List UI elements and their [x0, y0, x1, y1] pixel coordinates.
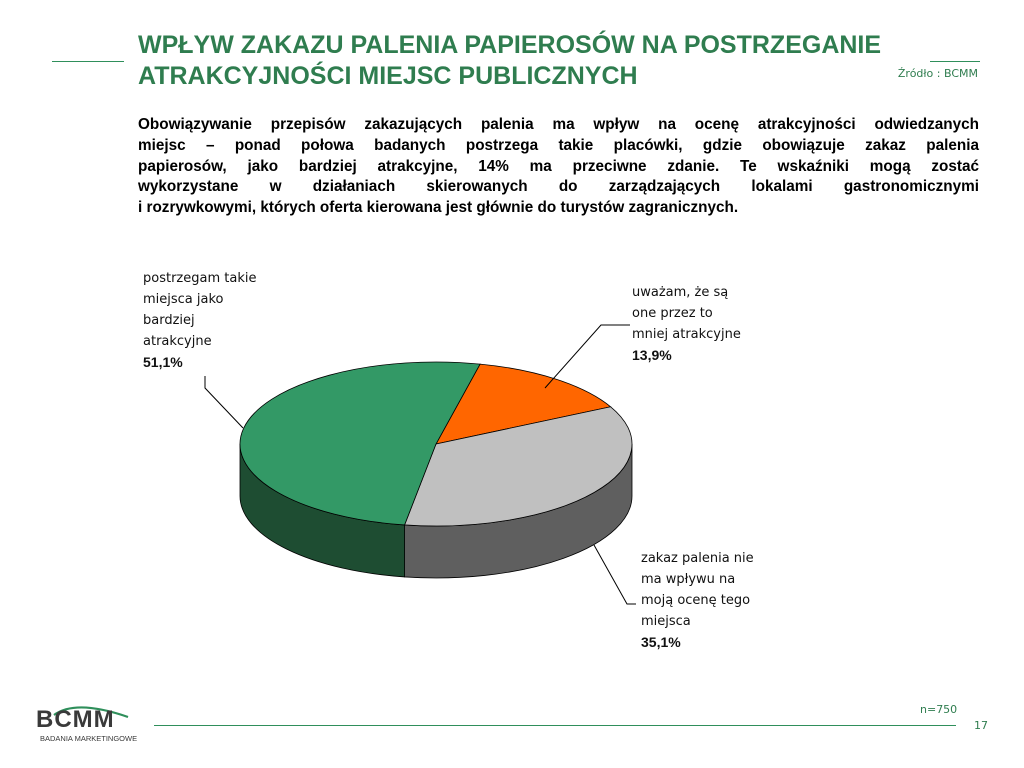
logo-subtitle: BADANIA MARKETINGOWE [40, 734, 138, 743]
slice-label-line: postrzegam takie [143, 271, 257, 286]
slice-label-line: uważam, że są [632, 285, 729, 300]
slice-value-no-effect: 35,1% [641, 634, 681, 650]
slice-label-line: atrakcyjne [143, 334, 212, 349]
leader-line-attractive [205, 376, 243, 428]
lead-line: Obowiązywanie przepisów zakazujących palenia ma wpływ na ocenę atrakcyjności odwiedzanych [138, 116, 979, 133]
slice-label-line: miejsca jako [143, 292, 224, 307]
lead-line: papierosów, jako bardziej atrakcyjne, 14% ma przeciwne zdanie. Te wskaźniki mogą zostać [138, 157, 979, 175]
slice-label-line: moją ocenę tego [641, 593, 751, 608]
slice-label-attractive [143, 268, 256, 373]
source-note: Źródło : BCMM [897, 67, 978, 80]
title-line-1: WPŁYW ZAKAZU PALENIA PAPIEROSÓW NA POSTRZEGANIE [138, 31, 882, 59]
lead-line: i rozrywkowymi, których oferta kierowana jest głównie do turystów zagranicznych. [138, 199, 739, 217]
lead-line: wykorzystane w działaniach skierowanych do zarządzających lokalami gastronomicznymi [138, 178, 979, 196]
slice-label-line: ma wpływu na [641, 572, 736, 587]
slice-label-line: miejsca [641, 614, 691, 629]
pie-tops [240, 362, 632, 526]
logo-wordmark: BCMM [36, 706, 115, 733]
leader-line-less-attractive [545, 325, 630, 388]
slice-value-less-attractive: 13,9% [632, 347, 672, 363]
sample-size: n=750 [920, 703, 958, 716]
footer-rule [154, 725, 956, 726]
slice-label-no-effect [641, 548, 754, 653]
leader-line-no-effect [594, 545, 636, 604]
title-line-2: ATRAKCYJNOŚCI MIEJSC PUBLICZNYCH [138, 62, 638, 90]
page-number: 17 [974, 719, 988, 732]
slice-label-line: zakaz palenia nie [641, 551, 754, 566]
slice-label-line: bardziej [143, 313, 195, 328]
slice-value-attractive: 51,1% [143, 354, 183, 370]
slice-label-line: one przez to [632, 306, 713, 321]
lead-line: miejsc – ponad połowa badanych postrzega takie placówki, gdzie obowiązuje zakaz palenia [138, 136, 979, 154]
slice-label-line: mniej atrakcyjne [632, 327, 741, 342]
bcmm-logo [36, 703, 136, 745]
slice-label-less-attractive [632, 282, 741, 366]
